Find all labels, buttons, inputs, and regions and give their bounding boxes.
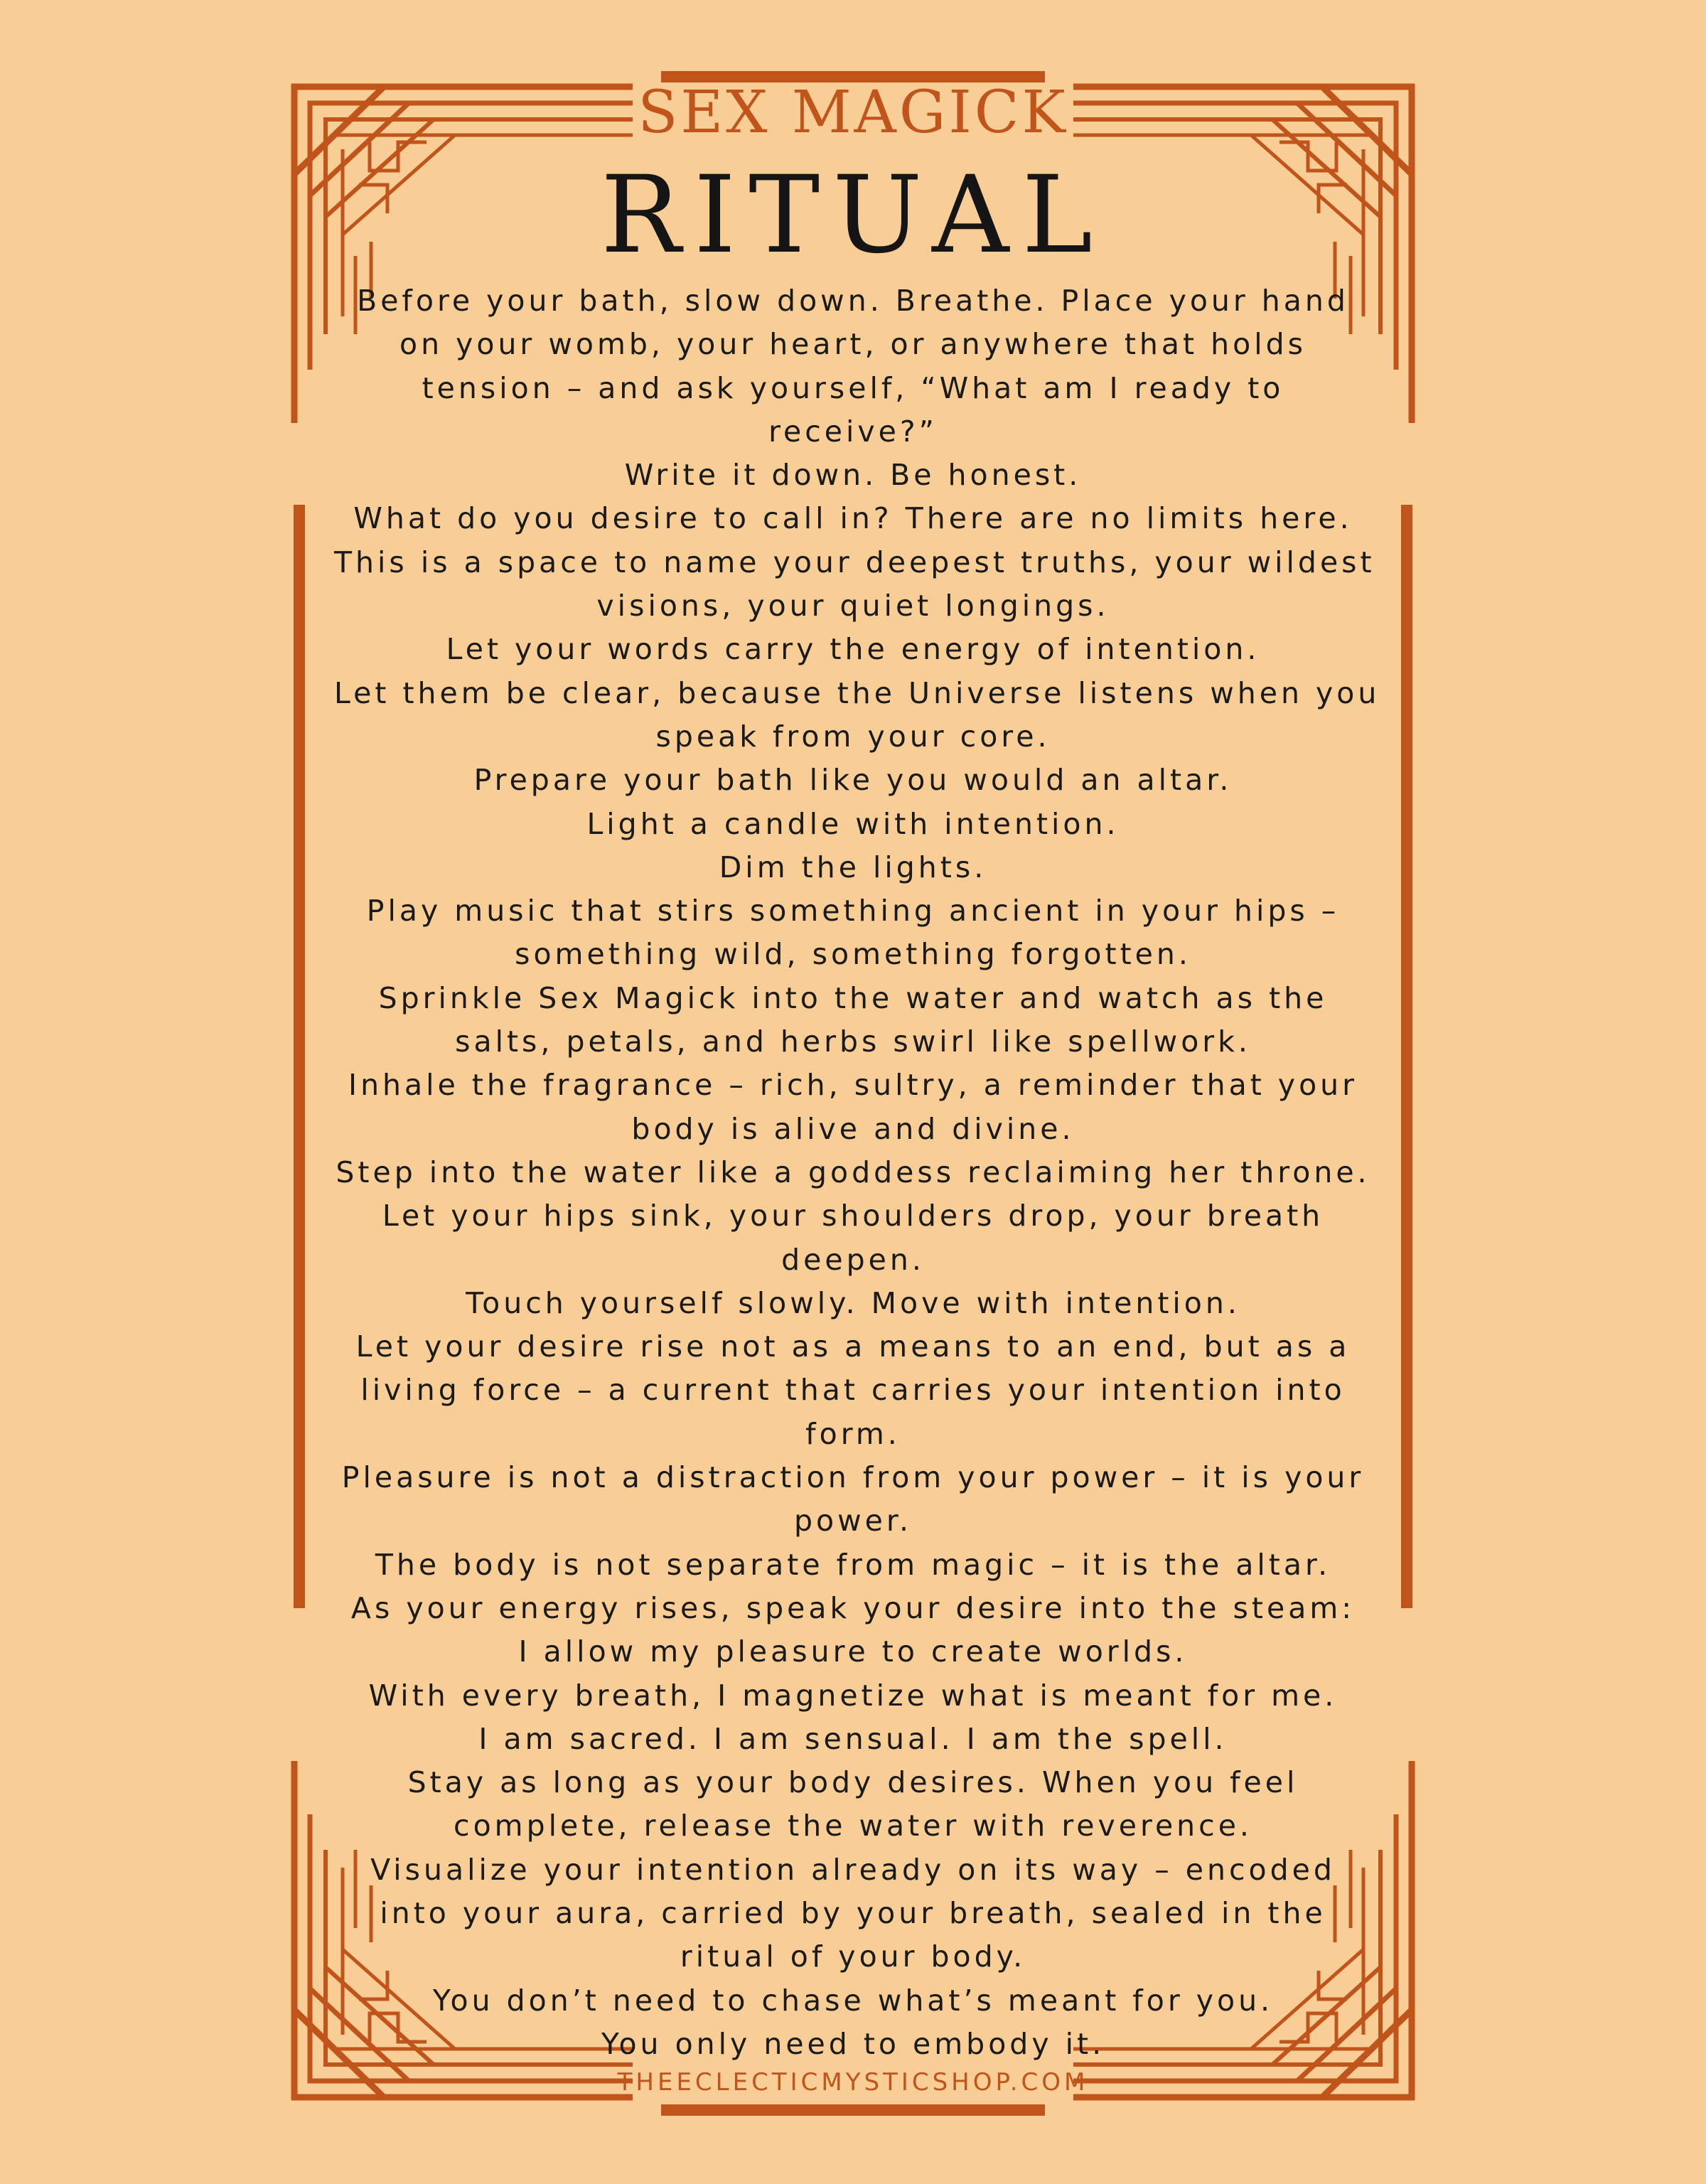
ritual-line: Prepare your bath like you would an altar. [473, 763, 1233, 798]
ritual-line: I allow my pleasure to create worlds. [518, 1634, 1188, 1669]
ritual-line: Write it down. Be honest. [624, 458, 1082, 493]
ritual-line: deepen. [781, 1242, 925, 1277]
ritual-line: Let your hips sink, your shoulders drop, your breath [382, 1199, 1324, 1233]
ritual-line: salts, petals, and herbs swirl like spellwork. [455, 1024, 1251, 1059]
ritual-line: This is a space to name your deepest truths, your wildest [334, 545, 1375, 579]
ritual-line: receive?” [768, 414, 938, 449]
ritual-line: Pleasure is not a distraction from your power – it is your [341, 1460, 1365, 1495]
ritual-line: ritual of your body. [680, 1939, 1026, 1974]
ritual-line: I am sacred. I am sensual. I am the spell. [478, 1721, 1228, 1756]
ritual-line: Sprinkle Sex Magick into the water and watch as the [378, 980, 1328, 1015]
ritual-line: Before your bath, slow down. Breathe. Place your hand [357, 284, 1349, 318]
ritual-line: Dim the lights. [719, 850, 987, 884]
ritual-line: body is alive and divine. [631, 1111, 1075, 1146]
ritual-line: into your aura, carried by your breath, sealed in the [380, 1895, 1326, 1930]
ritual-line: speak from your core. [655, 719, 1051, 754]
page-title: RITUAL [601, 154, 1105, 277]
ritual-line: You only need to embody it. [601, 2026, 1105, 2061]
ritual-line: living force – a current that carries your intention into [360, 1373, 1346, 1408]
ritual-line: What do you desire to call in? There are no limits here. [353, 501, 1353, 536]
page-subtitle: SEX MAGICK [638, 79, 1068, 146]
ritual-line: Let your words carry the energy of intention. [446, 632, 1260, 667]
ritual-text [334, 279, 1380, 2066]
ritual-line: tension – and ask yourself, “What am I ready to [422, 370, 1284, 405]
ritual-line: Visualize your intention already on its way – encoded [370, 1852, 1336, 1887]
ritual-line: As your energy rises, speak your desire into the steam: [350, 1590, 1356, 1625]
website-footer: THEECLECTICMYSTICSHOP.COM [617, 2068, 1089, 2097]
ritual-line: on your womb, your heart, or anywhere that holds [399, 327, 1307, 362]
ritual-line: Stay as long as your body desires. When you feel [407, 1765, 1299, 1800]
ritual-line: Touch yourself slowly. Move with intention. [466, 1285, 1240, 1320]
ritual-line: With every breath, I magnetize what is meant for me. [368, 1678, 1338, 1713]
ritual-line: Inhale the fragrance – rich, sultry, a reminder that your [348, 1068, 1358, 1103]
ritual-line: power. [794, 1504, 912, 1538]
ritual-line: Let your desire rise not as a means to an end, but as a [355, 1329, 1351, 1364]
ritual-line: Let them be clear, because the Universe listens when you [334, 675, 1380, 710]
ritual-line: complete, release the water with reverence. [454, 1809, 1252, 1843]
ritual-line: Step into the water like a goddess reclaiming her throne. [336, 1155, 1370, 1189]
ritual-line: The body is not separate from magic – it is the altar. [375, 1547, 1331, 1582]
ritual-line: You don’t need to chase what’s meant for you. [432, 1983, 1274, 2018]
ritual-line: Light a candle with intention. [586, 806, 1120, 841]
ritual-line: something wild, something forgotten. [515, 937, 1191, 972]
ritual-line: Play music that stirs something ancient in your hips – [366, 894, 1340, 928]
ritual-line: visions, your quiet longings. [596, 589, 1110, 623]
ritual-line: form. [805, 1416, 901, 1451]
